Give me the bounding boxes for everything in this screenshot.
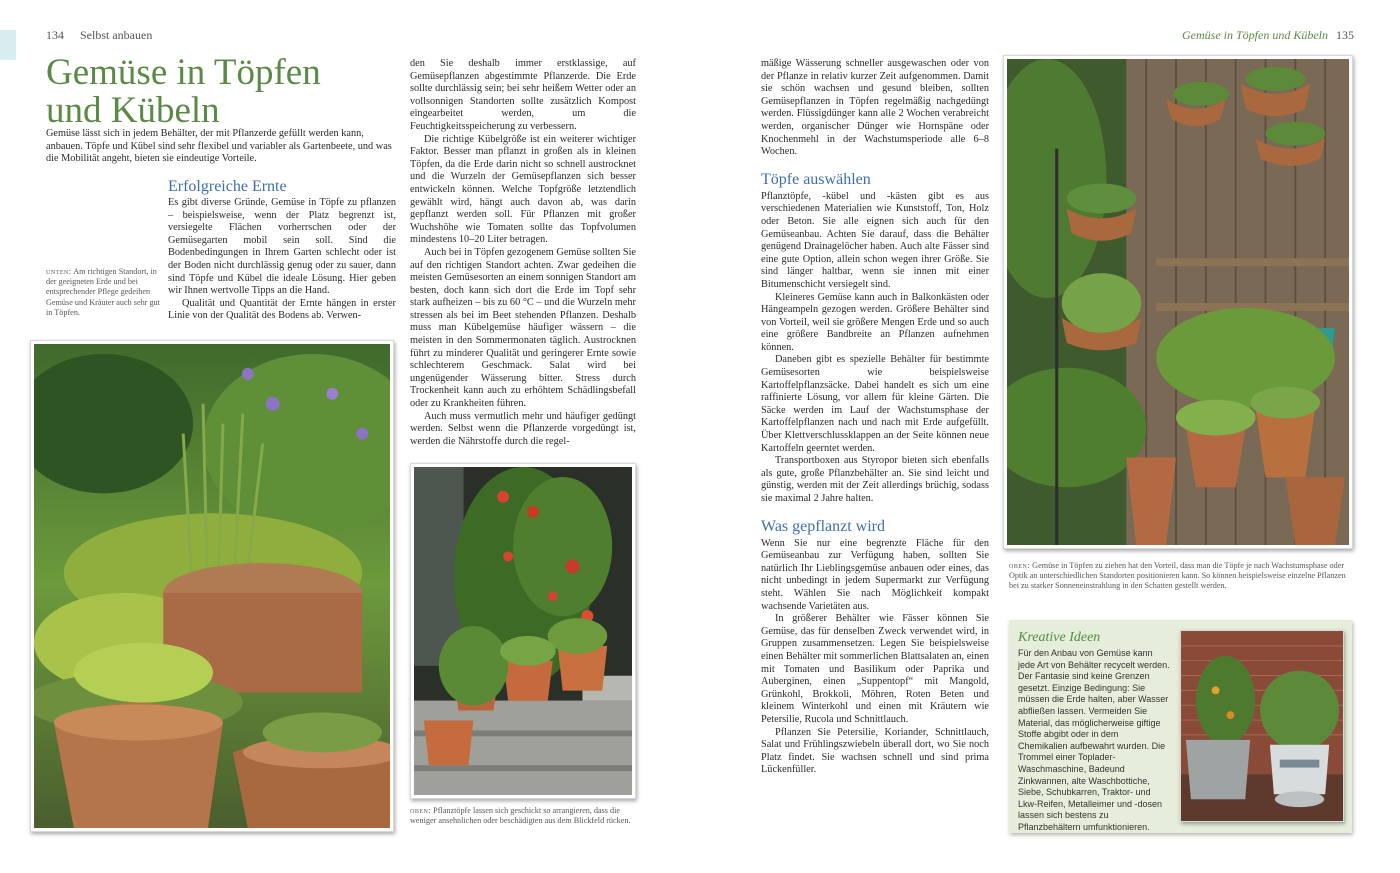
heading-was-gepflanzt-wird: Was gepflanzt wird bbox=[761, 517, 885, 535]
running-head: Gemüse in Töpfen und Kübeln bbox=[1182, 28, 1328, 42]
page-title bbox=[46, 54, 406, 130]
photo-recycled-containers bbox=[1180, 630, 1344, 822]
containers-photo-illustration bbox=[1181, 631, 1343, 821]
ernte-paragraph-1: Es gibt diverse Gründe, Gemüse in Töpfe zu pflanzen – beispielsweise, wenn der Platz begrenzt ist, versiegelte Flächen vorherrschen oder der Gemüsegarten mobil sein soll. Sind die Bodenbedingungen in Ihrem Garten schlecht oder ist der Boden nicht durchlässig genug oder zu sauer, dann sind Töpfe und Kübel die ideale Lösung. Hier geben wir Ihnen wertvolle Tipps an die Hand. bbox=[168, 197, 396, 297]
middle-paragraph-4: Auch muss vermutlich mehr und häufiger gedüngt werden. Selbst wenn die Pflanzerde vorgedüngt ist, werden die Nährstoffe durch die regel- bbox=[410, 410, 636, 447]
middle-column bbox=[410, 58, 636, 448]
steps-photo-illustration bbox=[414, 467, 632, 795]
page-ornament bbox=[0, 30, 16, 60]
middle-paragraph-1: den Sie deshalb immer erstklassige, auf Gemüsepflanzen abgestimmte Pflanzerde. Die Erde sollte durchlässig sein; bei sehr heißem Wetter oder an vollsonnigen Standorten sollte zusätzlich Kompost eingearbeitet werden, um die Feuchtigkeitsspeicherung zu verbessern. bbox=[410, 58, 636, 132]
gepflanzt-paragraph-3: Pflanzen Sie Petersilie, Koriander, Schnittlauch, Salat und Frühlingszwiebeln überall dort, wo Sie noch Platz findet. Sie wachsen schnell und sind prima Lückenfüller. bbox=[761, 726, 989, 776]
caption-text: Pflanztöpfe lassen sich geschickt so arrangieren, dass die weniger ansehnlichen oder beschädigten aus dem Blickfeld rücken. bbox=[410, 806, 631, 826]
heading-toepfe-auswaehlen: Töpfe auswählen bbox=[761, 170, 871, 188]
photo-hanging-baskets bbox=[1003, 55, 1353, 549]
gepflanzt-paragraph-2: In größerer Behälter wie Fässer können Sie Gemüse, das für denselben Zweck verwendet wird, in Gruppen zusammensetzen. Legen Sie beispielsweise einen Behälter mit sommerlichen Blattsalaten an, einen mit Tomaten und Basilikum oder Paprika und Auberginen, einen „Suppentopf“ mit Mangold, Grünkohl, Brokkoli, Möhren, Roten Beten und kleinem Winterkohl und einen mit Kräutern wie Petersilie, Rucola und Schnittlauch. bbox=[761, 613, 989, 725]
right-column bbox=[761, 58, 989, 777]
heading-erfolgreiche-ernte: Erfolgreiche Ernte bbox=[168, 178, 287, 195]
toepfe-paragraph-1: Pflanztöpfe, -kübel und -kästen gibt es aus verschiedenen Materialien wie Kunststoff, Ton, Holz oder Beton. Sie alle eignen sich auch für den Gemüseanbau. Achten Sie darauf, dass die Behälter genügend Drainagelöcher haben. Auch alte Fässer sind eine gute Option, allein schon wegen ihrer Größe. Sie sind länger haltbar, wenn sie innen mit einer Bitumenschicht versiegelt sind. bbox=[761, 190, 989, 290]
box-title: Kreative Ideen bbox=[1018, 630, 1101, 645]
toepfe-paragraph-4: Transportboxen aus Styropor bieten sich ebenfalls als gute, große Pflanzbehälter an. Sie sind leicht und günstig, werden mit der Zeit allerdings brüchig, sodass sie maximal 2 Jahre halten. bbox=[761, 455, 989, 504]
toepfe-paragraph-3: Daneben gibt es spezielle Behälter für bestimmte Gemüsesorten wie beispielsweise Kartoffelpflanzsäcke. Dabei handelt es sich um eine raffinierte Lösung, vor allem für kleine Gärten. Die Säcke werden im Lauf der Wachstumsphase der Kartoffelpflanzen nach und nach mit Erde aufgefüllt. Über Klettverschlussklappen an der Seite können neue Kartoffeln geerntet werden. bbox=[761, 354, 989, 454]
title-line-2: und Kübeln bbox=[46, 90, 220, 131]
title-line-1: Gemüse in Töpfen bbox=[46, 52, 321, 93]
section-label: Selbst anbauen bbox=[80, 28, 153, 42]
middle-paragraph-2: Die richtige Kübelgröße ist ein weiterer wichtiger Faktor. Besser man pflanzt in großen als in kleinen Töpfen, da die Erde darin nicht so schnell austrocknet und die Wurzeln der Gemüsepflanzen sich besser entwickeln können. Welche Topfgröße letztendlich gewählt wird, hängt auch davon ab, was darin gepflanzt werden soll. Für Pflanzen mit großer Wuchshöhe wie Tomaten sollte das Topfvolumen mindestens 10–20 Liter betragen. bbox=[410, 133, 636, 246]
caption-label: oben: bbox=[410, 806, 432, 815]
lead-paragraph: Gemüse lässt sich in jedem Behälter, der mit Pflanzerde gefüllt werden kann, anbauen. Töpfe und Kübel sind sehr flexibel und variabler als Gartenbeete, und was die Mobilität angeht, bieten sie eindeutige Vorteile. bbox=[46, 128, 392, 165]
toepfe-paragraph-2: Kleineres Gemüse kann auch in Balkonkästen oder Hängeampeln gezogen werden. Größere Behälter sind von Vorteil, weil sie größere Mengen Erde und so auch eine größere Bandbreite an Pflanzen aufnehmen können. bbox=[761, 291, 989, 353]
photo-pots-on-steps bbox=[410, 463, 636, 799]
baskets-photo-illustration bbox=[1007, 59, 1349, 545]
gepflanzt-paragraph-1: Wenn Sie nur eine begrenzte Fläche für den Gemüseanbau zur Verfügung haben, sollten Sie natürlich Ihr Lieblingsgemüse anbauen oder eines, das nicht unbedingt in jedem Supermarkt zur Verfügung steht. Wählen Sie nach Möglichkeit kompakt wachsende Varietäten aus. bbox=[761, 537, 989, 612]
page-number-left: 134 bbox=[46, 28, 64, 42]
caption-oben-middle bbox=[410, 806, 636, 826]
caption-text: Gemüse in Töpfen zu ziehen hat den Vorteil, dass man die Töpfe je nach Wachstumsphase oder Optik an unterschiedlichen Standorten positionieren kann. So können beispielsweise einzelne Pflanzen bei zu starker Sonneneinstrahlung in den Schatten gestellt werden. bbox=[1009, 561, 1346, 591]
caption-oben-right bbox=[1009, 561, 1349, 592]
caption-text: Am richtigen Standort, in der geeigneten Erde und bei entsprechender Pflege gedeihen Gemüse und Kräuter auch sehr gut in Töpfen. bbox=[46, 267, 160, 317]
ernte-column bbox=[168, 197, 396, 323]
herbs-photo-illustration bbox=[34, 344, 390, 828]
page-number-right: 135 bbox=[1336, 28, 1354, 42]
ernte-paragraph-2: Qualität und Quantität der Ernte hängen in erster Linie von der Qualität des Bodens ab. Verwen- bbox=[168, 297, 396, 322]
middle-paragraph-3: Auch bei in Töpfen gezogenem Gemüse sollten Sie auf den richtigen Standort achten. Zwar gedeihen die meisten Gemüsesorten an einem sonnigen Standort am besten, doch kann sich dort die Erde im Topf sehr stark aufheizen – bis zu 60 °C – und die Wurzeln mehr stressen als bei im Beet stehenden Pflanzen. Deshalb muss man Kübelgemüse häufiger wässern – die meisten in den Sommermonaten täglich. Austrocknen führt zu minderer Qualität und geringerer Ernte sowie schlechterem Geschmack. Salat wird bei ungenügender Wässerung bitter. Stress durch Trockenheit kann auch zu erhöhtem Schädlingsbefall oder zu Krankheiten führen. bbox=[410, 246, 636, 410]
caption-unten bbox=[46, 267, 162, 318]
right-paragraph-top: mäßige Wässerung schneller ausgewaschen oder von der Pflanze in relativ kurzer Zeit aufgenommen. Damit sie schön wachsen und gesund bleiben, sollten Gemüsepflanzen in Töpfen regelmäßig nachgedüngt werden. Flüssigdünger kann alle 2 Wochen verabreicht werden, organischer Dünger wie Hornspäne oder Knochenmehl in der Wachstumsperiode alle 6–8 Wochen. bbox=[761, 58, 989, 158]
caption-label: oben: bbox=[1009, 561, 1031, 570]
box-text: Für den Anbau von Gemüse kann jede Art von Behälter recycelt werden. Der Fantasie sind keine Grenzen gesetzt. Einzige Bedingung: Sie müssen die Erde halten, aber Wasser abfließen lassen. Vermeiden Sie Material, das möglicherweise giftige Stoffe abgibt oder in dem Chemikalien aufbewahrt wurden. Die Trommel einer Toplader-Waschmaschine, Badeund Zinkwannen, alte Waschbottiche, Siebe, Schubkarren, Traktor- und Lkw-Reifen, Metalleimer und -dosen lassen sich bestens zu Pflanzbehältern umfunktionieren. bbox=[1018, 648, 1170, 832]
photo-herbs-in-pots bbox=[30, 340, 394, 832]
caption-label: unten: bbox=[46, 267, 72, 276]
